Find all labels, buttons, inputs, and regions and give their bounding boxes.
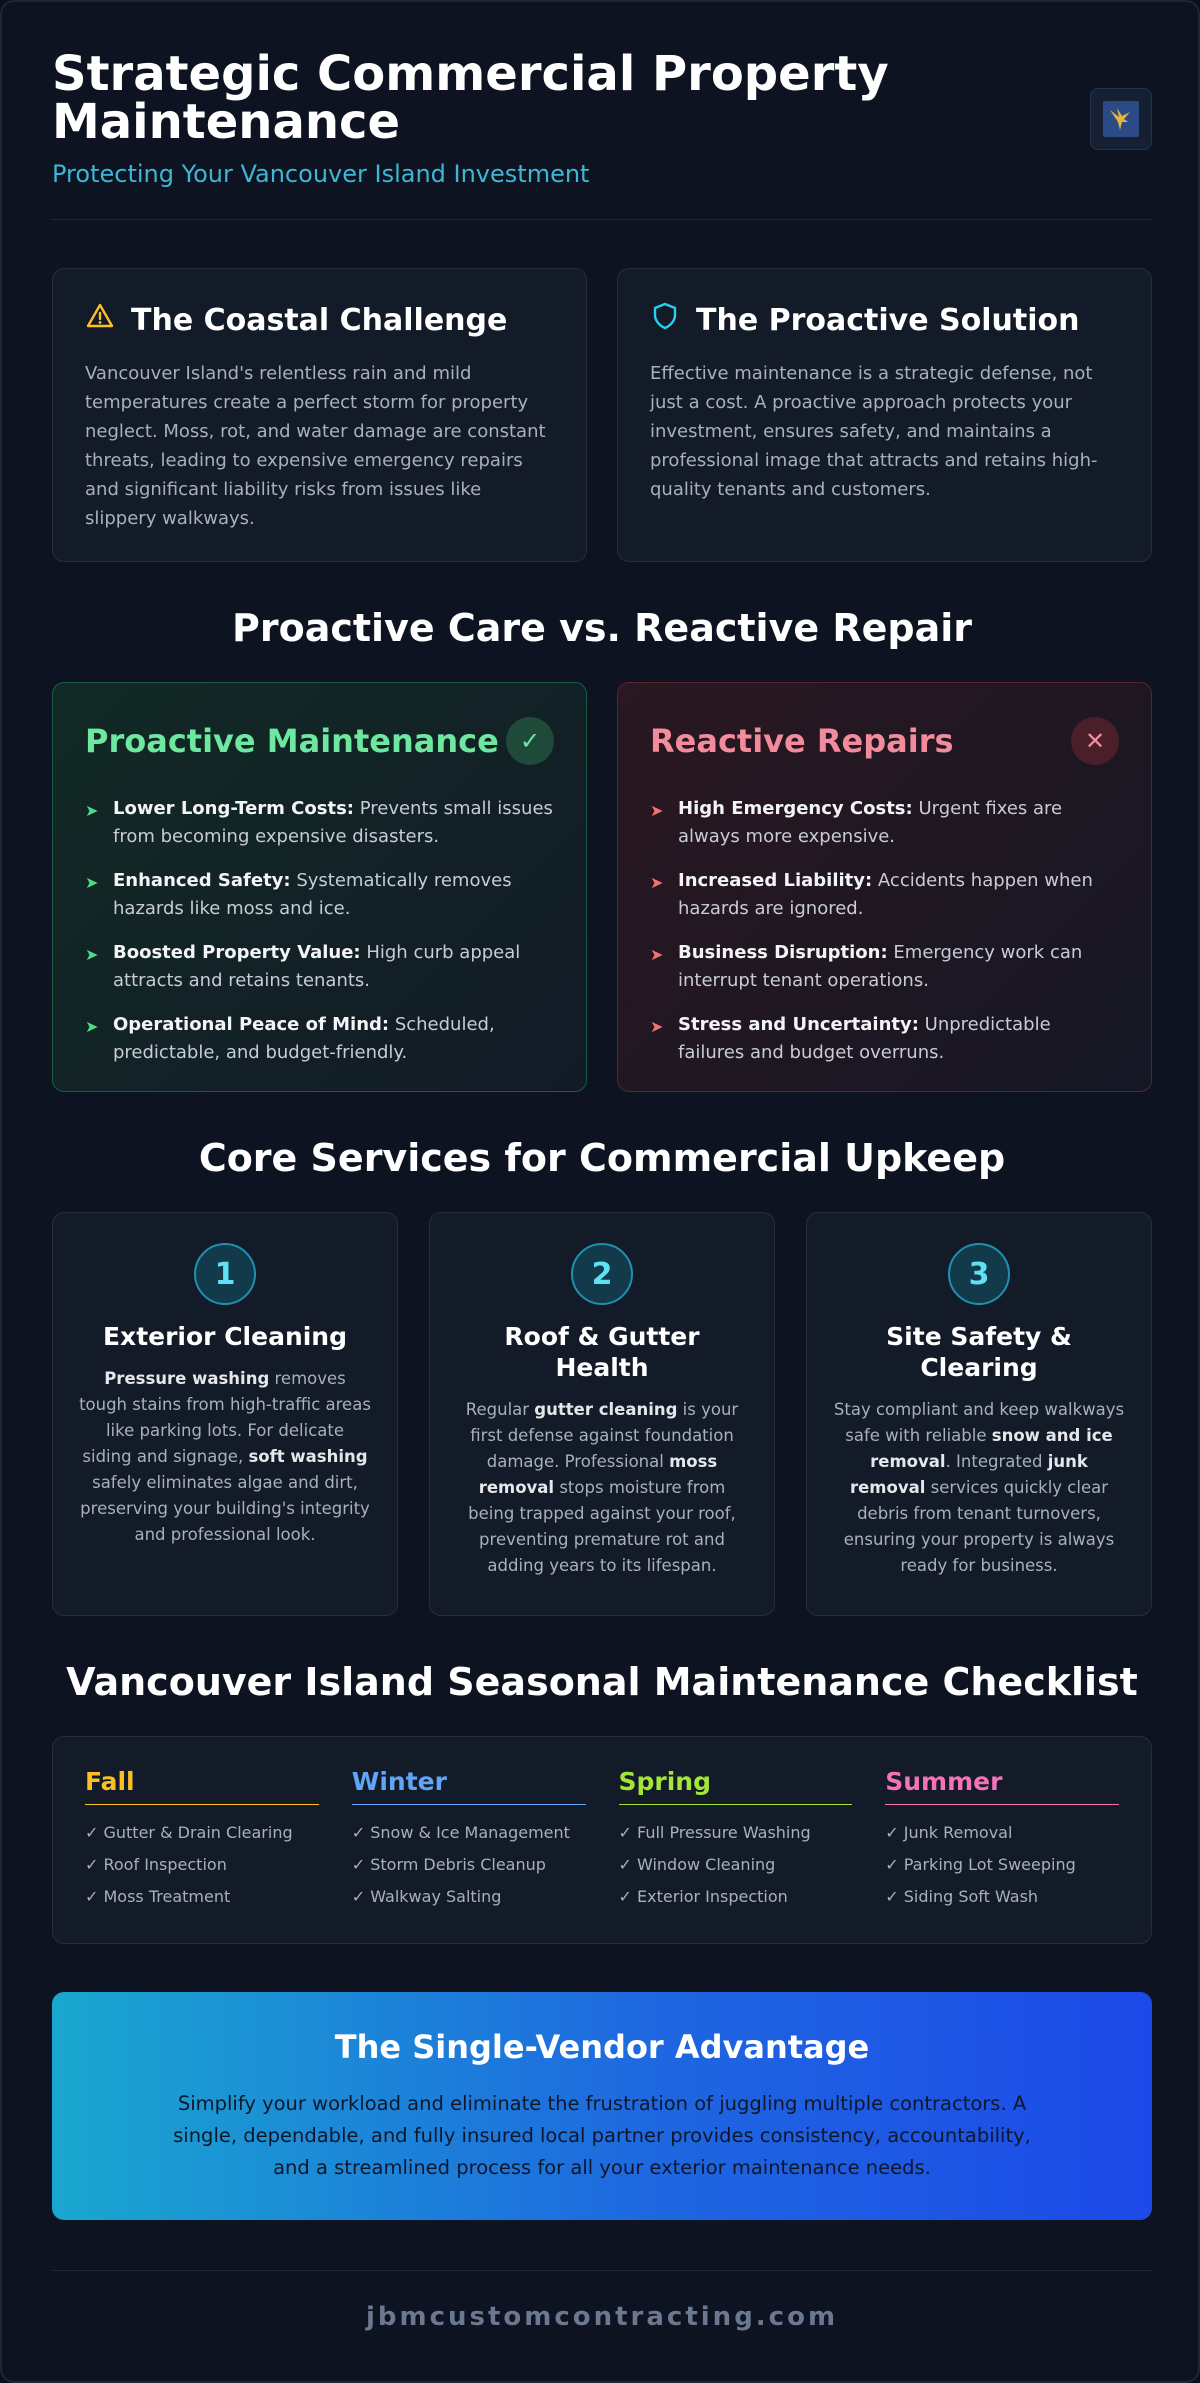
season-task: ✓ Gutter & Drain Clearing	[85, 1823, 293, 1842]
proactive-benefit-item-text: Lower Long-Term Costs: Prevents small issues from becoming expensive disasters.	[113, 798, 553, 847]
reactive-drawback-item-text: Stress and Uncertainty: Unpredictable failures and budget overruns.	[678, 1014, 1051, 1063]
proactive-solution-title: The Proactive Solution	[696, 302, 1080, 338]
service-title: Roof & Gutter Health	[504, 1322, 700, 1382]
page-subtitle: Protecting Your Vancouver Island Investment	[52, 160, 590, 188]
season-heading: Summer	[885, 1767, 1119, 1805]
reactive-repairs-card	[617, 682, 1152, 1092]
season-task: ✓ Window Cleaning	[618, 1855, 776, 1874]
coastal-challenge-title: The Coastal Challenge	[131, 302, 508, 338]
season-task: ✓ Walkway Salting	[351, 1887, 502, 1906]
proactive-maintenance-card	[52, 682, 587, 1092]
proactive-solution-heading	[650, 301, 1119, 339]
reactive-drawback-item	[650, 795, 1119, 851]
season-task: ✓ Moss Treatment	[85, 1887, 231, 1906]
proactive-benefit-item-text: Boosted Property Value: High curb appeal attracts and retains tenants.	[113, 942, 521, 991]
comparison-section-title: Proactive Care vs. Reactive Repair	[232, 606, 972, 650]
arrow-bullet-icon: ➤	[650, 1017, 664, 1036]
season-task-list	[619, 1817, 853, 1913]
single-vendor-banner	[52, 1992, 1152, 2220]
proactive-maintenance-title: Proactive Maintenance	[85, 722, 499, 760]
reactive-drawback-item	[650, 939, 1119, 995]
season-task: ✓ Snow & Ice Management	[351, 1823, 570, 1842]
proactive-benefit-item	[85, 795, 554, 851]
close-icon: ✕	[1071, 717, 1119, 765]
season-task-list	[352, 1817, 586, 1913]
coastal-challenge-card	[52, 268, 587, 562]
footer-divider	[52, 2270, 1152, 2271]
season-column-winter	[352, 1767, 586, 1913]
seasonal-checklist	[52, 1736, 1152, 1944]
service-card-roof-gutter	[429, 1212, 775, 1616]
proactive-benefit-item-text: Enhanced Safety: Systematically removes hazards like moss and ice.	[113, 870, 512, 919]
season-task-list	[85, 1817, 319, 1913]
season-task: ✓ Junk Removal	[885, 1823, 1013, 1842]
season-heading: Fall	[85, 1767, 319, 1805]
season-task-list	[885, 1817, 1119, 1913]
reactive-drawback-item-text: Increased Liability: Accidents happen when hazards are ignored.	[678, 870, 1093, 919]
service-card-site-safety	[806, 1212, 1152, 1616]
proactive-benefit-item	[85, 939, 554, 995]
season-task: ✓ Exterior Inspection	[618, 1887, 788, 1906]
service-description: Pressure washing removes tough stains from high-traffic areas like parking lots. For delicate siding and signage, soft washing safely eliminates algae and dirt, preserving your building's integrity and professional look.	[79, 1369, 371, 1544]
service-title: Exterior Cleaning	[102, 1322, 348, 1351]
proactive-solution-body: Effective maintenance is a strategic defense, not just a cost. A proactive approach protects your investment, ensures safety, and maintains a professional image that attracts and retains high-quality tenants and customers.	[650, 363, 1098, 500]
service-description: Regular gutter cleaning is your first defense against foundation damage. Professional moss removal stops moisture from being trapped against your roof, preventing premature rot and adding years to its lifespan.	[465, 1400, 739, 1575]
proactive-benefits-list	[85, 795, 554, 1067]
shield-icon	[650, 301, 680, 339]
checkmark-icon: ✓	[506, 717, 554, 765]
service-description: Stay compliant and keep walkways safe with reliable snow and ice removal. Integrated junk removal services quickly clear debris from tenant turnovers, ensuring your property is always ready for business.	[833, 1400, 1125, 1575]
service-number-badge: 3	[948, 1243, 1010, 1305]
arrow-bullet-icon: ➤	[85, 1017, 99, 1036]
season-task: ✓ Full Pressure Washing	[618, 1823, 811, 1842]
banner-body: Simplify your workload and eliminate the frustration of juggling multiple contractors. A single, dependable, and fully insured local partner provides consistency, accountability, and a streamlined process for all your exterior maintenance needs.	[173, 2092, 1031, 2179]
arrow-bullet-icon: ➤	[650, 801, 664, 820]
coastal-challenge-heading	[85, 301, 554, 339]
service-number-badge: 1	[194, 1243, 256, 1305]
season-task: ✓ Roof Inspection	[85, 1855, 227, 1874]
banner-title: The Single-Vendor Advantage	[334, 2028, 870, 2066]
proactive-benefit-item	[85, 1011, 554, 1067]
services-section-title: Core Services for Commercial Upkeep	[198, 1136, 1006, 1180]
season-task: ✓ Parking Lot Sweeping	[885, 1855, 1076, 1874]
arrow-bullet-icon: ➤	[85, 945, 99, 964]
reactive-drawback-item-text: Business Disruption: Emergency work can interrupt tenant operations.	[678, 942, 1083, 991]
season-heading: Spring	[619, 1767, 853, 1805]
reactive-drawback-item-text: High Emergency Costs: Urgent fixes are always more expensive.	[678, 798, 1063, 847]
service-title: Site Safety & Clearing	[886, 1322, 1072, 1382]
reactive-drawback-item	[650, 1011, 1119, 1067]
season-column-fall	[85, 1767, 319, 1913]
season-task: ✓ Siding Soft Wash	[885, 1887, 1039, 1906]
checklist-section-title: Vancouver Island Seasonal Maintenance Checklist	[66, 1660, 1138, 1704]
proactive-benefit-item-text: Operational Peace of Mind: Scheduled, predictable, and budget-friendly.	[113, 1014, 495, 1063]
season-heading: Winter	[352, 1767, 586, 1805]
season-column-summer	[885, 1767, 1119, 1913]
arrow-bullet-icon: ➤	[650, 873, 664, 892]
season-task: ✓ Storm Debris Cleanup	[351, 1855, 546, 1874]
proactive-benefit-item	[85, 867, 554, 923]
arrow-bullet-icon: ➤	[85, 873, 99, 892]
proactive-solution-card	[617, 268, 1152, 562]
logo	[1090, 88, 1152, 150]
arrow-bullet-icon: ➤	[650, 945, 664, 964]
season-column-spring	[619, 1767, 853, 1913]
bird-logo-icon	[1103, 101, 1139, 137]
reactive-drawbacks-list	[650, 795, 1119, 1067]
page-header	[52, 46, 1152, 220]
coastal-challenge-body: Vancouver Island's relentless rain and mild temperatures create a perfect storm for property neglect. Moss, rot, and water damage are constant threats, leading to expensive emergency repairs and significant liability risks from issues like slippery walkways.	[85, 363, 546, 529]
service-number-badge: 2	[571, 1243, 633, 1305]
arrow-bullet-icon: ➤	[85, 801, 99, 820]
reactive-drawback-item	[650, 867, 1119, 923]
reactive-repairs-title: Reactive Repairs	[650, 722, 954, 760]
service-card-exterior-cleaning	[52, 1212, 398, 1616]
page-title: Strategic Commercial Property Maintenance	[52, 46, 889, 150]
footer-website[interactable]: jbmcustomcontracting.com	[365, 2302, 839, 2332]
warning-triangle-icon	[85, 301, 115, 339]
